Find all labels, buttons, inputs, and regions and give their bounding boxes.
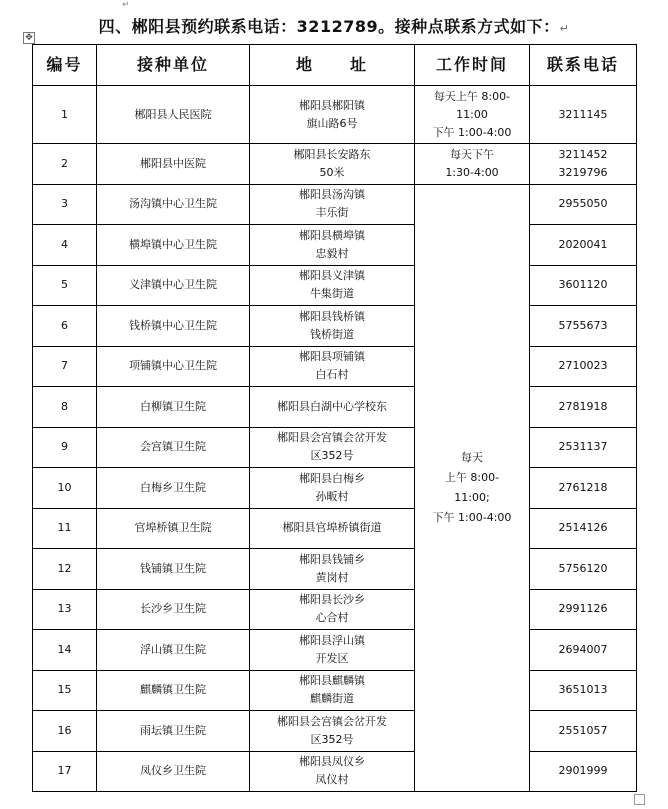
address-line-2: 开发区 [315, 651, 349, 665]
address-line-2: 丰乐街 [315, 206, 349, 220]
table-row [33, 751, 637, 792]
cell-phone [530, 144, 637, 185]
cell-address [250, 508, 415, 549]
address-line-1: 郴阳县长安路东 [293, 147, 371, 161]
address-line-1: 郴阳县白湖中心学校东 [277, 399, 387, 413]
cell-address [250, 184, 415, 225]
address-line-2: 钱桥街道 [310, 327, 354, 341]
cell-no: 17 [33, 751, 97, 792]
cell-phone [530, 751, 637, 792]
table-row [33, 427, 637, 468]
page-title [0, 14, 668, 37]
col-header-time: 工作时间 [415, 45, 530, 86]
address-line-1: 郴阳县麒麟镇 [299, 674, 365, 688]
cell-no: 2 [33, 144, 97, 185]
address-line-1: 郴阳县长沙乡 [299, 593, 365, 607]
address-line-2: 凤仪村 [315, 773, 349, 787]
address-line-1: 郴阳县浮山镇 [299, 633, 365, 647]
phone-number: 3211452 [558, 147, 608, 161]
phone-number: 3211145 [558, 107, 608, 121]
cell-address [250, 387, 415, 428]
phone-number: 2020041 [558, 237, 608, 251]
work-time-line: 下午 1:00-4:00 [432, 510, 512, 524]
table-row [33, 86, 637, 144]
phone-number: 2531137 [558, 440, 608, 454]
cell-address [250, 589, 415, 630]
cell-no: 9 [33, 427, 97, 468]
table-row [33, 670, 637, 711]
table-row [33, 630, 637, 671]
work-time-line: 下午 1:00-4:00 [432, 125, 512, 139]
cell-address [250, 306, 415, 347]
address-line-2: 黄岗村 [315, 570, 349, 584]
cell-unit: 白梅乡卫生院 [97, 468, 250, 509]
col-header-address: 地 址 [250, 45, 415, 86]
table-row [33, 589, 637, 630]
cell-phone [530, 549, 637, 590]
cell-phone [530, 306, 637, 347]
cell-no: 8 [33, 387, 97, 428]
col-header-phone: 联系电话 [530, 45, 637, 86]
cell-address [250, 630, 415, 671]
cell-no: 13 [33, 589, 97, 630]
work-time-line: 11:00 [456, 107, 488, 121]
cell-unit: 钱桥镇中心卫生院 [97, 306, 250, 347]
table-row [33, 144, 637, 185]
cell-no: 16 [33, 711, 97, 752]
cell-no: 7 [33, 346, 97, 387]
cell-phone [530, 468, 637, 509]
cell-work-time [415, 86, 530, 144]
col-header-no: 编号 [33, 45, 97, 86]
cell-unit: 横埠镇中心卫生院 [97, 225, 250, 266]
address-line-1: 郴阳县会宫镇会岔开发 [277, 431, 387, 445]
work-time-line: 每天 [461, 450, 483, 464]
cell-work-time [415, 184, 530, 792]
address-line-2: 孙畈村 [315, 489, 349, 503]
resize-handle-icon[interactable] [634, 794, 645, 805]
cell-phone [530, 589, 637, 630]
cell-phone [530, 265, 637, 306]
cell-unit: 雨坛镇卫生院 [97, 711, 250, 752]
cell-unit: 浮山镇卫生院 [97, 630, 250, 671]
phone-number: 3601120 [558, 278, 608, 292]
cell-address [250, 427, 415, 468]
cell-phone [530, 86, 637, 144]
cell-address [250, 549, 415, 590]
cell-address [250, 751, 415, 792]
paragraph-mark: ↵ [122, 0, 130, 10]
phone-number: 2781918 [558, 399, 608, 413]
table-row [33, 711, 637, 752]
cell-no: 10 [33, 468, 97, 509]
cell-unit: 汤沟镇中心卫生院 [97, 184, 250, 225]
move-anchor-icon[interactable]: ✥ [23, 32, 35, 44]
vaccination-sites-table [32, 44, 637, 792]
work-time-line: 上午 8:00- [444, 470, 500, 484]
cell-no: 14 [33, 630, 97, 671]
address-line-1: 郴阳县钱铺乡 [299, 552, 365, 566]
address-line-1: 郴阳县义津镇 [299, 269, 365, 283]
table-row [33, 387, 637, 428]
address-line-1: 郴阳县会宫镇会岔开发 [277, 714, 387, 728]
phone-number: 2694007 [558, 642, 608, 656]
cell-unit: 麒麟镇卫生院 [97, 670, 250, 711]
cell-unit: 义津镇中心卫生院 [97, 265, 250, 306]
cell-unit: 郴阳县中医院 [97, 144, 250, 185]
address-line-1: 郴阳县横埠镇 [299, 228, 365, 242]
phone-number: 2761218 [558, 480, 608, 494]
cell-address [250, 670, 415, 711]
cell-unit: 会宫镇卫生院 [97, 427, 250, 468]
cell-address [250, 86, 415, 144]
cell-address [250, 468, 415, 509]
cell-address [250, 346, 415, 387]
table-row [33, 225, 637, 266]
work-time-line: 11:00; [454, 490, 490, 504]
phone-number: 2955050 [558, 197, 608, 211]
cell-address [250, 711, 415, 752]
phone-number: 2991126 [558, 602, 608, 616]
address-line-1: 郴阳县钱桥镇 [299, 309, 365, 323]
address-line-1: 郴阳县郴阳镇 [299, 98, 365, 112]
cell-phone [530, 508, 637, 549]
phone-number: 2901999 [558, 764, 608, 778]
cell-no: 12 [33, 549, 97, 590]
address-line-2: 50米 [319, 165, 345, 179]
address-line-1: 郴阳县官埠桥镇街道 [282, 521, 382, 535]
header-row [33, 45, 637, 86]
table-row [33, 508, 637, 549]
work-time-line: 1:30-4:00 [445, 165, 499, 179]
cell-phone [530, 711, 637, 752]
cell-no: 1 [33, 86, 97, 144]
phone-number: 2710023 [558, 359, 608, 373]
cell-phone [530, 225, 637, 266]
work-time-line: 每天下午 [450, 147, 494, 161]
cell-unit: 官埠桥镇卫生院 [97, 508, 250, 549]
cell-phone [530, 184, 637, 225]
address-line-2: 区352号 [310, 449, 354, 463]
phone-number: 2514126 [558, 521, 608, 535]
table-row [33, 549, 637, 590]
table-row [33, 265, 637, 306]
cell-no: 5 [33, 265, 97, 306]
cell-phone [530, 387, 637, 428]
cell-work-time [415, 144, 530, 185]
col-header-unit: 接种单位 [97, 45, 250, 86]
cell-unit: 长沙乡卫生院 [97, 589, 250, 630]
table-row [33, 346, 637, 387]
cell-unit: 凤仪乡卫生院 [97, 751, 250, 792]
work-time-line: 每天上午 8:00- [433, 89, 511, 103]
address-line-2: 牛集街道 [310, 287, 354, 301]
address-line-2: 白石村 [315, 368, 349, 382]
cell-unit: 项铺镇中心卫生院 [97, 346, 250, 387]
table-row [33, 184, 637, 225]
cell-address [250, 225, 415, 266]
phone-number: 2551057 [558, 723, 608, 737]
cell-phone [530, 427, 637, 468]
cell-no: 15 [33, 670, 97, 711]
phone-number: 5756120 [558, 561, 608, 575]
address-line-2: 旗山路6号 [306, 116, 358, 130]
title-text: 四、郴阳县预约联系电话：3212789。接种点联系方式如下： [98, 17, 560, 36]
cell-address [250, 144, 415, 185]
table-row [33, 306, 637, 347]
cell-phone [530, 346, 637, 387]
address-line-1: 郴阳县凤仪乡 [299, 755, 365, 769]
cell-phone [530, 630, 637, 671]
address-line-2: 区352号 [310, 732, 354, 746]
address-line-2: 忠毅村 [315, 246, 349, 260]
cell-phone [530, 670, 637, 711]
address-line-1: 郴阳县项铺镇 [299, 350, 365, 364]
address-line-1: 郴阳县汤沟镇 [299, 188, 365, 202]
address-line-1: 郴阳县白梅乡 [299, 471, 365, 485]
cell-unit: 钱铺镇卫生院 [97, 549, 250, 590]
cell-no: 4 [33, 225, 97, 266]
cell-no: 11 [33, 508, 97, 549]
address-line-2: 心合村 [315, 611, 349, 625]
cell-unit: 郴阳县人民医院 [97, 86, 250, 144]
cell-address [250, 265, 415, 306]
phone-number: 3219796 [558, 165, 608, 179]
phone-number: 3651013 [558, 683, 608, 697]
cell-unit: 白柳镇卫生院 [97, 387, 250, 428]
title-paragraph-mark: ↵ [559, 22, 570, 35]
table-row [33, 468, 637, 509]
cell-no: 3 [33, 184, 97, 225]
cell-no: 6 [33, 306, 97, 347]
address-line-2: 麒麟街道 [310, 692, 354, 706]
phone-number: 5755673 [558, 318, 608, 332]
